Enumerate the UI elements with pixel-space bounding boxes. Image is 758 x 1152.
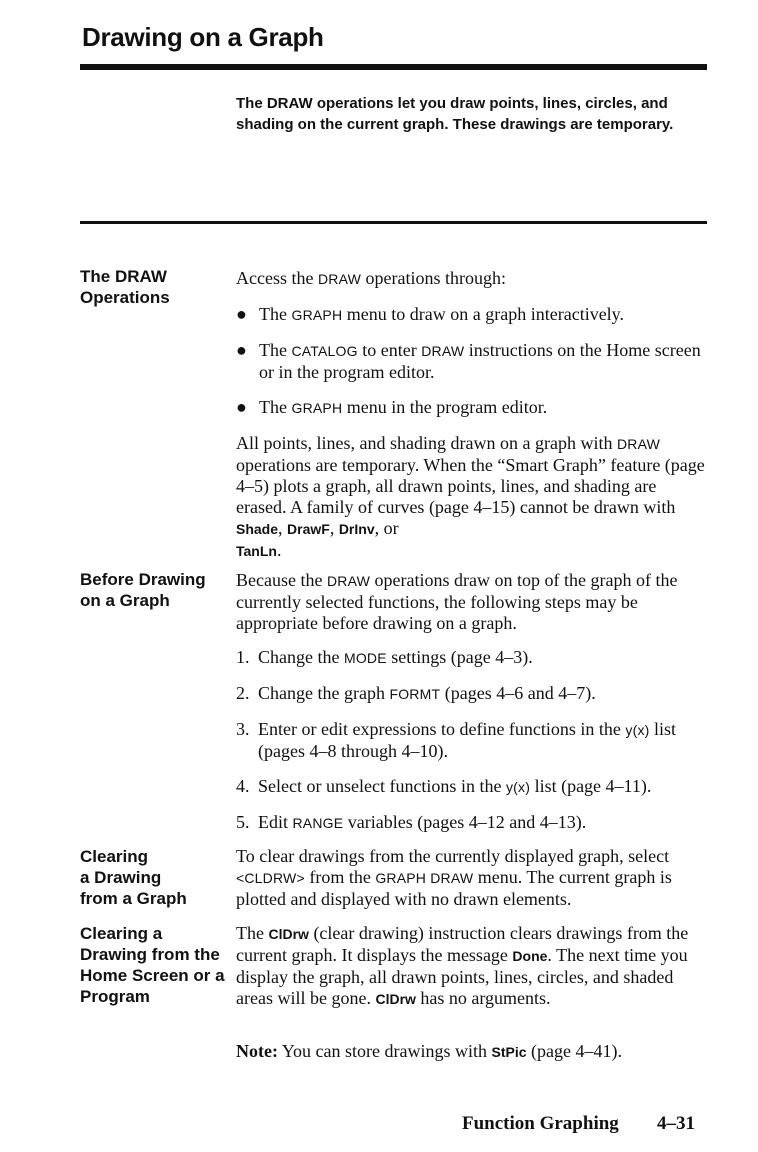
title-rule: [80, 64, 707, 70]
clearing-graph-paragraph: To clear drawings from the currently displayed graph, select <CLDRW> from the GRAPH DRAW menu. The current graph is plotted and displayed with no drawn elements.: [236, 846, 672, 909]
clearing-home-paragraph: The ClDrw (clear drawing) instruction clears drawings from the current graph. It displays the message Done. The next time you display the graph, all drawn points, lines, circles, and shaded areas will be gone. ClDrw has no arguments.: [236, 923, 689, 1008]
page-number: 4–31: [657, 1113, 695, 1134]
step-item: 4. Select or unselect functions in the y(x) list (page 4–11).: [236, 776, 652, 796]
step-item: 5. Edit RANGE variables (pages 4–12 and 4–13).: [236, 812, 587, 832]
footer-chapter: Function Graphing: [462, 1113, 619, 1134]
intro-text: The DRAW operations let you draw points, lines, circles, and shading on the current graph. These drawings are temporary.: [236, 95, 674, 133]
heading-draw-operations: The DRAW Operations: [80, 267, 170, 307]
before-drawing-paragraph: Because the DRAW operations draw on top of the graph of the currently selected functions, the following steps may be appropriate before drawing on a graph.: [236, 570, 678, 633]
draw-operations-paragraph: All points, lines, and shading drawn on a graph with DRAW operations are temporary. When the “Smart Graph” feature (page 4–5) plots a graph, all drawn points, lines, and shading are erased. A family of curves (page 4–15) cannot be drawn with Shade, DrawF, DrInv, or TanLn.: [236, 433, 705, 560]
heading-before-drawing: Before Drawing on a Graph: [80, 570, 206, 610]
bullet-item: ● The GRAPH menu to draw on a graph interactively.: [236, 304, 625, 324]
bullet-icon: ●: [236, 304, 247, 324]
section-rule: [80, 221, 707, 224]
page-title: Drawing on a Graph: [82, 22, 324, 52]
bullet-item: ● The GRAPH menu in the program editor.: [236, 397, 548, 417]
draw-operations-lead: Access the DRAW operations through:: [236, 268, 507, 288]
step-item: 1. Change the MODE settings (page 4–3).: [236, 647, 533, 667]
heading-clearing-home: Clearing a Drawing from the Home Screen or a Program: [80, 924, 225, 1006]
bullet-icon: ●: [236, 397, 247, 417]
heading-clearing-graph: Clearing a Drawing from a Graph: [80, 847, 187, 908]
step-item: 2. Change the graph FORMT (pages 4–6 and 4–7).: [236, 683, 596, 703]
bullet-icon: ●: [236, 340, 247, 360]
note: Note: You can store drawings with StPic (page 4–41).: [236, 1041, 622, 1061]
step-item: 3. Enter or edit expressions to define functions in the y(x) list (pages 4–8 through 4–10).: [236, 719, 677, 761]
bullet-item: ● The CATALOG to enter DRAW instructions on the Home screen or in the program editor.: [236, 340, 701, 382]
